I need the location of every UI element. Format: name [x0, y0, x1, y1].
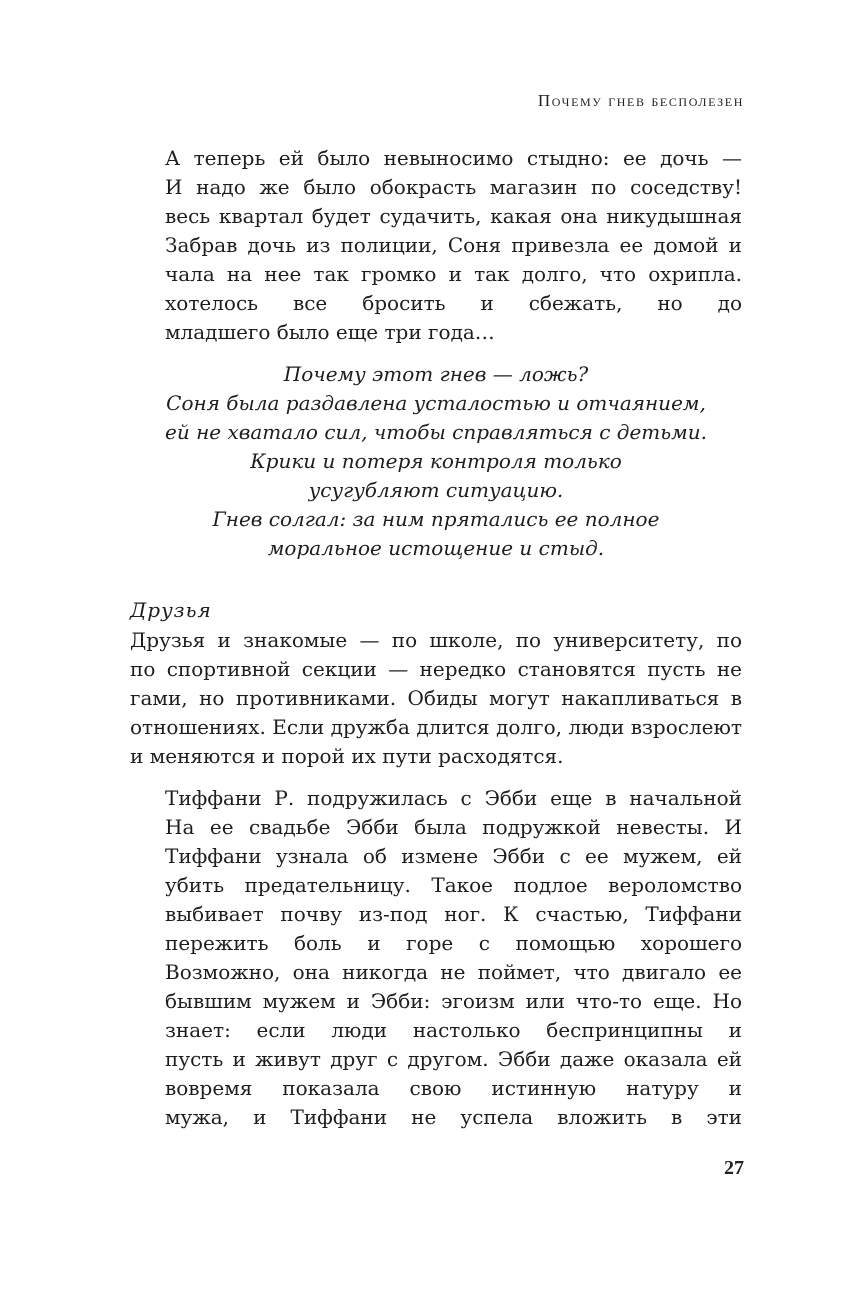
section-heading: Друзья [130, 598, 212, 622]
text-line: вовремя показала свою истинную натуру и [165, 1076, 742, 1100]
text-line: и меняются и порой их пути расходятся. [130, 744, 564, 768]
text-line: младшего было еще три года… [165, 320, 495, 344]
callout-line: ей не хватало сил, чтобы справляться с детьми. [165, 420, 707, 444]
text-line: гами, но противниками. Обиды могут накапливаться в [130, 686, 742, 710]
text-line: И надо же было обокрасть магазин по соседству! [165, 175, 742, 199]
text-line: А теперь ей было невыносимо стыдно: ее дочь — [165, 146, 742, 170]
text-line: На ее свадьбе Эбби была подружкой невесты. И [165, 815, 742, 839]
callout-line: Крики и потеря контроля только [250, 449, 622, 473]
callout-line: Соня была раздавлена усталостью и отчаянием, [166, 391, 706, 415]
page-number: 27 [724, 1157, 744, 1179]
text-line: Друзья и знакомые — по школе, по университету, по [130, 628, 742, 652]
text-line: чала на нее так громко и так долго, что охрипла. [165, 262, 742, 286]
text-line: мужа, и Тиффани не успела вложить в эти [165, 1105, 742, 1129]
text-line: Возможно, она никогда не поймет, что двигало ее [165, 960, 742, 984]
text-line: отношениях. Если дружба длится долго, люди взрослеют [130, 715, 742, 739]
text-line: пусть и живут друг с другом. Эбби даже оказала ей [165, 1047, 742, 1071]
text-line: убить предательницу. Такое подлое вероломство [165, 873, 742, 897]
running-header: Почему гнев бесполезен [537, 91, 744, 110]
text-line: хотелось все бросить и сбежать, но до [165, 291, 742, 315]
text-line: пережить боль и горе с помощью хорошего [165, 931, 742, 955]
text-line: Забрав дочь из полиции, Соня привезла ее домой и [165, 233, 742, 257]
text-line: бывшим мужем и Эбби: эгоизм или что-то еще. Но [165, 989, 742, 1013]
text-line: Тиффани узнала об измене Эбби с ее мужем, ей [165, 844, 742, 868]
text-line: весь квартал будет судачить, какая она никудышная [165, 204, 742, 228]
callout-line: Гнев солгал: за ним прятались ее полное [212, 507, 660, 531]
text-line: Тиффани Р. подружилась с Эбби еще в начальной [165, 786, 742, 810]
text-line: по спортивной секции — нередко становятся пусть не [130, 657, 742, 681]
text-line: знает: если люди настолько беспринципны и [165, 1018, 742, 1042]
callout-line: моральное истощение и стыд. [267, 536, 605, 560]
callout-line: усугубляют ситуацию. [308, 478, 564, 502]
callout-title: Почему этот гнев — ложь? [283, 362, 589, 386]
text-line: выбивает почву из-под ног. К счастью, Тиффани [165, 902, 742, 926]
